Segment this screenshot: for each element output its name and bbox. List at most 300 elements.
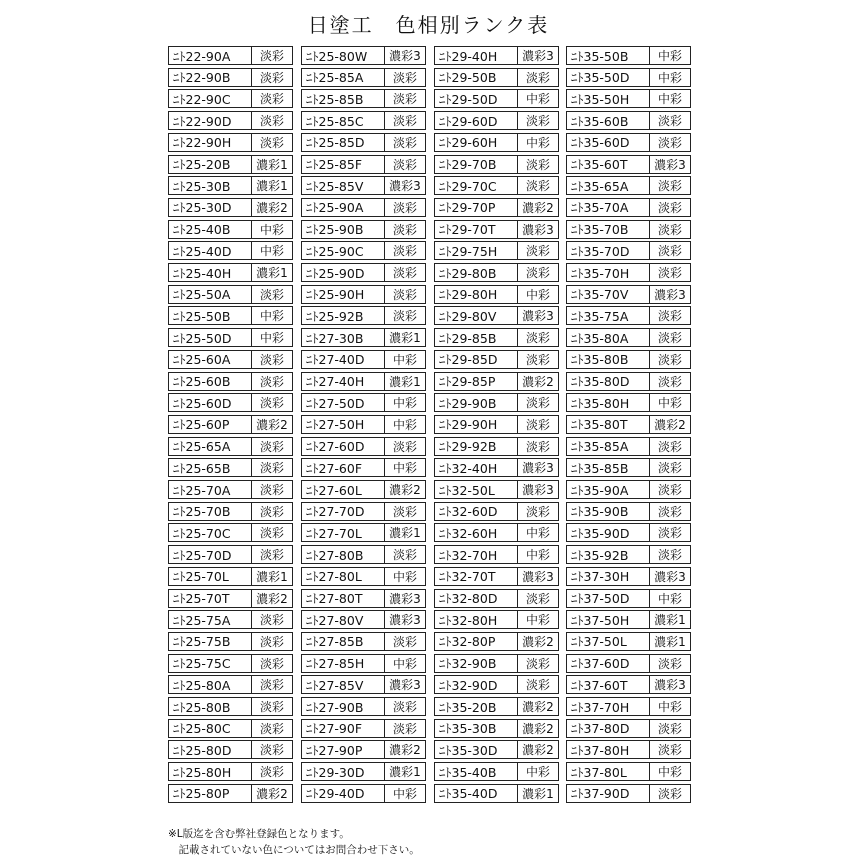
color-code: ﾆﾄ27-70L bbox=[306, 525, 362, 541]
color-code: ﾆﾄ29-70P bbox=[439, 200, 496, 216]
rank-label: 濃彩1 bbox=[517, 785, 558, 802]
rank-label: 淡彩 bbox=[517, 69, 558, 86]
rank-label: 濃彩2 bbox=[384, 481, 425, 498]
rank-label: 淡彩 bbox=[251, 655, 292, 672]
rank-label: 淡彩 bbox=[649, 655, 690, 672]
color-code: ﾆﾄ35-60D bbox=[571, 135, 630, 151]
rank-label: 淡彩 bbox=[251, 351, 292, 368]
rank-label: 濃彩2 bbox=[517, 698, 558, 715]
color-code: ﾆﾄ37-80L bbox=[571, 764, 627, 780]
table-row bbox=[301, 762, 426, 781]
rank-label: 淡彩 bbox=[649, 481, 690, 498]
table-row bbox=[566, 241, 691, 260]
rank-label: 淡彩 bbox=[384, 698, 425, 715]
table-row bbox=[566, 480, 691, 499]
table-row bbox=[301, 480, 426, 499]
color-code: ﾆﾄ35-92B bbox=[571, 547, 629, 563]
table-row bbox=[434, 155, 559, 174]
table-row bbox=[434, 328, 559, 347]
color-code: ﾆﾄ22-90H bbox=[173, 135, 232, 151]
rank-label: 淡彩 bbox=[384, 503, 425, 520]
table-row bbox=[168, 697, 293, 716]
color-code: ﾆﾄ35-85A bbox=[571, 439, 629, 455]
rank-label: 淡彩 bbox=[517, 242, 558, 259]
rank-label: 中彩 bbox=[517, 546, 558, 563]
table-row bbox=[566, 458, 691, 477]
color-code: ﾆﾄ29-75H bbox=[439, 243, 498, 259]
color-code: ﾆﾄ35-70H bbox=[571, 265, 630, 281]
table-row bbox=[301, 719, 426, 738]
table-row bbox=[566, 220, 691, 239]
rank-label: 淡彩 bbox=[649, 741, 690, 758]
color-code: ﾆﾄ25-20B bbox=[173, 157, 231, 172]
table-row bbox=[566, 285, 691, 304]
table-row bbox=[301, 589, 426, 608]
color-code: ﾆﾄ25-80A bbox=[173, 677, 231, 693]
rank-label: 濃彩2 bbox=[251, 590, 292, 607]
rank-label: 濃彩3 bbox=[649, 676, 690, 693]
table-row bbox=[301, 350, 426, 369]
rank-label: 淡彩 bbox=[384, 438, 425, 455]
rank-label: 淡彩 bbox=[251, 112, 292, 129]
color-code: ﾆﾄ25-80C bbox=[173, 721, 231, 737]
table-row bbox=[434, 675, 559, 694]
rank-label: 中彩 bbox=[517, 90, 558, 107]
rank-label: 中彩 bbox=[649, 394, 690, 411]
rank-label: 淡彩 bbox=[251, 524, 292, 541]
table-row bbox=[566, 740, 691, 759]
rank-label: 濃彩2 bbox=[517, 720, 558, 737]
rank-label: 中彩 bbox=[384, 568, 425, 585]
table-row bbox=[168, 241, 293, 260]
rank-label: 淡彩 bbox=[384, 633, 425, 650]
color-code: ﾆﾄ37-30H bbox=[571, 569, 630, 585]
table-row bbox=[566, 198, 691, 217]
table-row bbox=[434, 784, 559, 803]
rank-label: 濃彩3 bbox=[517, 221, 558, 238]
rank-label: 濃彩3 bbox=[517, 459, 558, 476]
table-row bbox=[168, 133, 293, 152]
table-row bbox=[168, 719, 293, 738]
table-row bbox=[434, 610, 559, 629]
rank-label: 中彩 bbox=[384, 394, 425, 411]
color-code: ﾆﾄ25-92B bbox=[306, 308, 364, 324]
table-row bbox=[301, 306, 426, 325]
color-code: ﾆﾄ25-65A bbox=[173, 439, 231, 455]
rank-label: 中彩 bbox=[517, 286, 558, 303]
table-row bbox=[301, 415, 426, 434]
color-code: ﾆﾄ29-40H bbox=[439, 48, 498, 64]
rank-label: 濃彩2 bbox=[384, 741, 425, 758]
color-code: ﾆﾄ27-85H bbox=[306, 656, 365, 672]
rank-label: 淡彩 bbox=[384, 264, 425, 281]
table-row bbox=[168, 632, 293, 651]
rank-label: 淡彩 bbox=[649, 459, 690, 476]
table-row bbox=[301, 567, 426, 586]
rank-label: 淡彩 bbox=[649, 351, 690, 368]
footnotes bbox=[168, 826, 420, 858]
table-row bbox=[168, 437, 293, 456]
table-row bbox=[566, 502, 691, 521]
rank-label: 淡彩 bbox=[384, 546, 425, 563]
rank-label: 濃彩2 bbox=[517, 373, 558, 390]
table-row bbox=[301, 198, 426, 217]
footnote-line: 記載されていない色についてはお問合わせ下さい。 bbox=[168, 844, 420, 856]
rank-label: 中彩 bbox=[649, 90, 690, 107]
rank-label: 淡彩 bbox=[251, 47, 292, 64]
rank-label: 淡彩 bbox=[251, 698, 292, 715]
rank-label: 淡彩 bbox=[384, 242, 425, 259]
rank-label: 中彩 bbox=[251, 221, 292, 238]
color-code: ﾆﾄ25-80H bbox=[173, 764, 232, 780]
table-row bbox=[434, 306, 559, 325]
table-row bbox=[168, 328, 293, 347]
table-row bbox=[168, 610, 293, 629]
color-code: ﾆﾄ29-50D bbox=[439, 91, 498, 107]
rank-label: 中彩 bbox=[251, 242, 292, 259]
color-code: ﾆﾄ35-80H bbox=[571, 395, 630, 411]
rank-label: 淡彩 bbox=[251, 373, 292, 390]
rank-label: 淡彩 bbox=[251, 763, 292, 780]
color-code: ﾆﾄ25-90D bbox=[306, 265, 365, 281]
table-row bbox=[434, 523, 559, 542]
table-row bbox=[168, 306, 293, 325]
table-row bbox=[434, 241, 559, 260]
color-code: ﾆﾄ37-50H bbox=[571, 612, 630, 628]
table-row bbox=[566, 306, 691, 325]
color-code: ﾆﾄ35-20B bbox=[439, 699, 497, 715]
color-code: ﾆﾄ25-90H bbox=[306, 287, 365, 303]
rank-label: 淡彩 bbox=[517, 655, 558, 672]
rank-label: 淡彩 bbox=[517, 156, 558, 173]
color-code: ﾆﾄ35-90A bbox=[571, 482, 629, 498]
rank-label: 淡彩 bbox=[517, 438, 558, 455]
table-row bbox=[301, 111, 426, 130]
table-row bbox=[434, 719, 559, 738]
table-row bbox=[566, 328, 691, 347]
table-row bbox=[301, 393, 426, 412]
table-row bbox=[434, 393, 559, 412]
table-row bbox=[301, 458, 426, 477]
table-row bbox=[301, 89, 426, 108]
table-row bbox=[301, 220, 426, 239]
table-row bbox=[168, 111, 293, 130]
table-row bbox=[168, 68, 293, 87]
rank-label: 中彩 bbox=[517, 763, 558, 780]
rank-label: 濃彩1 bbox=[649, 611, 690, 628]
color-code: ﾆﾄ25-90C bbox=[306, 243, 364, 259]
rank-label: 濃彩1 bbox=[384, 329, 425, 346]
color-code: ﾆﾄ25-75B bbox=[173, 634, 231, 650]
rank-label: 濃彩1 bbox=[649, 633, 690, 650]
color-code: ﾆﾄ37-60T bbox=[571, 677, 628, 693]
color-code: ﾆﾄ35-90D bbox=[571, 525, 630, 541]
color-code: ﾆﾄ35-80A bbox=[571, 330, 629, 346]
color-code: ﾆﾄ22-90A bbox=[173, 48, 231, 64]
table-row bbox=[168, 675, 293, 694]
color-code: ﾆﾄ25-70C bbox=[173, 525, 231, 541]
rank-label: 淡彩 bbox=[251, 481, 292, 498]
rank-label: 淡彩 bbox=[649, 524, 690, 541]
rank-label: 淡彩 bbox=[251, 69, 292, 86]
color-code: ﾆﾄ35-80T bbox=[571, 417, 628, 433]
rank-label: 濃彩1 bbox=[251, 156, 292, 173]
table-row bbox=[301, 176, 426, 195]
table-row bbox=[168, 784, 293, 803]
color-code: ﾆﾄ25-80B bbox=[173, 699, 231, 715]
rank-label: 中彩 bbox=[384, 416, 425, 433]
table-row bbox=[566, 784, 691, 803]
color-code: ﾆﾄ25-80D bbox=[173, 742, 232, 758]
table-row bbox=[301, 328, 426, 347]
color-code: ﾆﾄ27-90F bbox=[306, 721, 363, 737]
rank-label: 中彩 bbox=[517, 524, 558, 541]
color-code: ﾆﾄ37-80D bbox=[571, 721, 630, 737]
color-code: ﾆﾄ29-80H bbox=[439, 287, 498, 303]
table-row bbox=[566, 263, 691, 282]
table-row bbox=[434, 220, 559, 239]
color-code: ﾆﾄ29-80V bbox=[439, 308, 497, 324]
color-code: ﾆﾄ35-30D bbox=[439, 742, 498, 758]
color-code: ﾆﾄ35-50H bbox=[571, 91, 630, 107]
color-code: ﾆﾄ29-60H bbox=[439, 135, 498, 151]
table-row bbox=[566, 654, 691, 673]
rank-label: 濃彩3 bbox=[517, 47, 558, 64]
page-title: 日塗工 色相別ランク表 bbox=[307, 13, 550, 37]
rank-label: 淡彩 bbox=[251, 503, 292, 520]
rank-label: 淡彩 bbox=[251, 676, 292, 693]
color-code: ﾆﾄ25-60D bbox=[173, 395, 232, 411]
table-row bbox=[434, 198, 559, 217]
color-code: ﾆﾄ35-40B bbox=[439, 764, 497, 780]
rank-label: 中彩 bbox=[251, 307, 292, 324]
table-row bbox=[168, 567, 293, 586]
table-row bbox=[301, 285, 426, 304]
table-row bbox=[434, 762, 559, 781]
table-row bbox=[301, 610, 426, 629]
color-code: ﾆﾄ27-60F bbox=[306, 460, 363, 476]
color-code: ﾆﾄ27-80B bbox=[306, 547, 364, 563]
table-row bbox=[168, 589, 293, 608]
rank-label: 中彩 bbox=[384, 785, 425, 802]
rank-label: 淡彩 bbox=[649, 307, 690, 324]
rank-label: 淡彩 bbox=[649, 720, 690, 737]
color-code: ﾆﾄ25-70D bbox=[173, 547, 232, 563]
rank-label: 淡彩 bbox=[517, 394, 558, 411]
table-row bbox=[566, 719, 691, 738]
color-code: ﾆﾄ27-85V bbox=[306, 677, 364, 693]
table-row bbox=[301, 654, 426, 673]
table-row bbox=[168, 220, 293, 239]
color-code: ﾆﾄ22-90D bbox=[173, 113, 232, 129]
table-row bbox=[168, 458, 293, 477]
color-code: ﾆﾄ29-60D bbox=[439, 113, 498, 129]
rank-label: 淡彩 bbox=[251, 286, 292, 303]
rank-label: 淡彩 bbox=[517, 590, 558, 607]
color-code: ﾆﾄ32-60H bbox=[439, 525, 498, 541]
table-row bbox=[301, 155, 426, 174]
rank-label: 淡彩 bbox=[251, 633, 292, 650]
table-row bbox=[434, 415, 559, 434]
table-row bbox=[434, 111, 559, 130]
rank-label: 濃彩3 bbox=[517, 307, 558, 324]
table-row bbox=[434, 46, 559, 65]
rank-label: 淡彩 bbox=[649, 134, 690, 151]
rank-label: 中彩 bbox=[649, 47, 690, 64]
table-row bbox=[301, 697, 426, 716]
rank-label: 濃彩1 bbox=[251, 568, 292, 585]
rank-label: 淡彩 bbox=[384, 134, 425, 151]
rank-label: 淡彩 bbox=[251, 611, 292, 628]
rank-label: 中彩 bbox=[517, 611, 558, 628]
color-code: ﾆﾄ25-75C bbox=[173, 656, 231, 672]
color-code: ﾆﾄ29-80B bbox=[439, 265, 497, 281]
color-code: ﾆﾄ27-80L bbox=[306, 569, 362, 585]
table-row bbox=[566, 111, 691, 130]
table-row bbox=[566, 697, 691, 716]
color-code: ﾆﾄ32-40H bbox=[439, 460, 498, 476]
rank-label: 淡彩 bbox=[649, 438, 690, 455]
table-row bbox=[301, 437, 426, 456]
table-row bbox=[301, 263, 426, 282]
color-code: ﾆﾄ25-50A bbox=[173, 287, 231, 303]
color-code: ﾆﾄ29-30D bbox=[306, 764, 365, 780]
table-row bbox=[434, 350, 559, 369]
color-code: ﾆﾄ35-70B bbox=[571, 222, 629, 238]
table-row bbox=[168, 393, 293, 412]
rank-label: 淡彩 bbox=[384, 156, 425, 173]
color-code: ﾆﾄ37-50D bbox=[571, 591, 630, 606]
color-code: ﾆﾄ29-50B bbox=[439, 70, 497, 86]
color-code: ﾆﾄ27-80T bbox=[306, 591, 363, 606]
color-code: ﾆﾄ32-50L bbox=[439, 482, 495, 498]
rank-label: 濃彩2 bbox=[251, 785, 292, 802]
table-row bbox=[566, 415, 691, 434]
color-code: ﾆﾄ27-85B bbox=[306, 634, 364, 650]
rank-label: 中彩 bbox=[251, 329, 292, 346]
color-code: ﾆﾄ29-70C bbox=[439, 178, 497, 194]
color-code: ﾆﾄ32-70T bbox=[439, 569, 496, 585]
color-code: ﾆﾄ25-50B bbox=[173, 308, 231, 324]
table-row bbox=[301, 241, 426, 260]
rank-label: 中彩 bbox=[649, 698, 690, 715]
color-code: ﾆﾄ25-40B bbox=[173, 222, 231, 238]
color-code: ﾆﾄ25-70B bbox=[173, 504, 231, 520]
table-row bbox=[168, 523, 293, 542]
color-code: ﾆﾄ27-50H bbox=[306, 417, 365, 433]
color-code: ﾆﾄ35-30B bbox=[439, 721, 497, 737]
table-row bbox=[566, 632, 691, 651]
table-row bbox=[168, 654, 293, 673]
rank-label: 淡彩 bbox=[649, 264, 690, 281]
rank-label: 中彩 bbox=[384, 459, 425, 476]
rank-label: 濃彩2 bbox=[517, 633, 558, 650]
table-row bbox=[566, 567, 691, 586]
table-row bbox=[434, 176, 559, 195]
table-row bbox=[168, 762, 293, 781]
rank-label: 淡彩 bbox=[517, 351, 558, 368]
rank-label: 濃彩1 bbox=[384, 524, 425, 541]
rank-label: 濃彩2 bbox=[517, 199, 558, 216]
rank-label: 中彩 bbox=[517, 134, 558, 151]
table-row bbox=[168, 176, 293, 195]
color-code: ﾆﾄ37-80H bbox=[571, 742, 630, 758]
rank-label: 濃彩1 bbox=[384, 373, 425, 390]
color-code: ﾆﾄ35-50D bbox=[571, 70, 630, 86]
rank-label: 淡彩 bbox=[251, 546, 292, 563]
color-code: ﾆﾄ25-90B bbox=[306, 222, 364, 238]
rank-label: 淡彩 bbox=[384, 307, 425, 324]
color-code: ﾆﾄ32-80P bbox=[439, 634, 496, 650]
color-code: ﾆﾄ32-90D bbox=[439, 677, 498, 693]
table-row bbox=[566, 133, 691, 152]
color-code: ﾆﾄ29-40D bbox=[306, 786, 365, 802]
table-row bbox=[168, 350, 293, 369]
rank-label: 淡彩 bbox=[649, 177, 690, 194]
color-code: ﾆﾄ25-65B bbox=[173, 460, 231, 476]
rank-label: 淡彩 bbox=[251, 90, 292, 107]
color-code: ﾆﾄ32-80H bbox=[439, 612, 498, 628]
rank-label: 淡彩 bbox=[649, 199, 690, 216]
color-code: ﾆﾄ27-80V bbox=[306, 612, 364, 628]
table-row bbox=[301, 545, 426, 564]
table-row bbox=[566, 610, 691, 629]
table-row bbox=[434, 89, 559, 108]
table-row bbox=[566, 350, 691, 369]
table-row bbox=[566, 372, 691, 391]
table-row bbox=[566, 762, 691, 781]
table-row bbox=[301, 502, 426, 521]
color-code: ﾆﾄ35-80D bbox=[571, 374, 630, 389]
color-code: ﾆﾄ25-90A bbox=[306, 200, 364, 216]
rank-label: 淡彩 bbox=[517, 112, 558, 129]
table-row bbox=[434, 437, 559, 456]
color-code: ﾆﾄ25-40D bbox=[173, 243, 232, 259]
rank-label: 淡彩 bbox=[649, 112, 690, 129]
table-row bbox=[301, 740, 426, 759]
table-row bbox=[168, 740, 293, 759]
rank-label: 淡彩 bbox=[517, 416, 558, 433]
rank-label: 淡彩 bbox=[251, 741, 292, 758]
color-code: ﾆﾄ32-60D bbox=[439, 504, 498, 520]
rank-label: 濃彩1 bbox=[251, 264, 292, 281]
rank-label: 濃彩3 bbox=[649, 568, 690, 585]
color-code: ﾆﾄ25-85A bbox=[306, 70, 364, 86]
color-code: ﾆﾄ29-70B bbox=[439, 157, 497, 172]
table-row bbox=[434, 458, 559, 477]
table-row bbox=[301, 523, 426, 542]
color-code: ﾆﾄ35-40D bbox=[439, 786, 498, 802]
rank-label: 中彩 bbox=[649, 763, 690, 780]
rank-label: 淡彩 bbox=[384, 286, 425, 303]
color-code: ﾆﾄ25-60B bbox=[173, 374, 231, 389]
rank-label: 淡彩 bbox=[251, 459, 292, 476]
table-row bbox=[434, 502, 559, 521]
color-code: ﾆﾄ29-85P bbox=[439, 374, 496, 389]
table-row bbox=[168, 263, 293, 282]
table-row bbox=[434, 263, 559, 282]
table-row bbox=[168, 285, 293, 304]
color-code: ﾆﾄ37-90D bbox=[571, 786, 630, 802]
color-code: ﾆﾄ29-85D bbox=[439, 352, 498, 368]
table-row bbox=[434, 697, 559, 716]
table-row bbox=[434, 632, 559, 651]
color-code: ﾆﾄ25-50D bbox=[173, 330, 232, 346]
table-row bbox=[566, 437, 691, 456]
rank-label: 淡彩 bbox=[251, 394, 292, 411]
color-code: ﾆﾄ35-85B bbox=[571, 460, 629, 476]
color-code: ﾆﾄ27-70D bbox=[306, 504, 365, 520]
